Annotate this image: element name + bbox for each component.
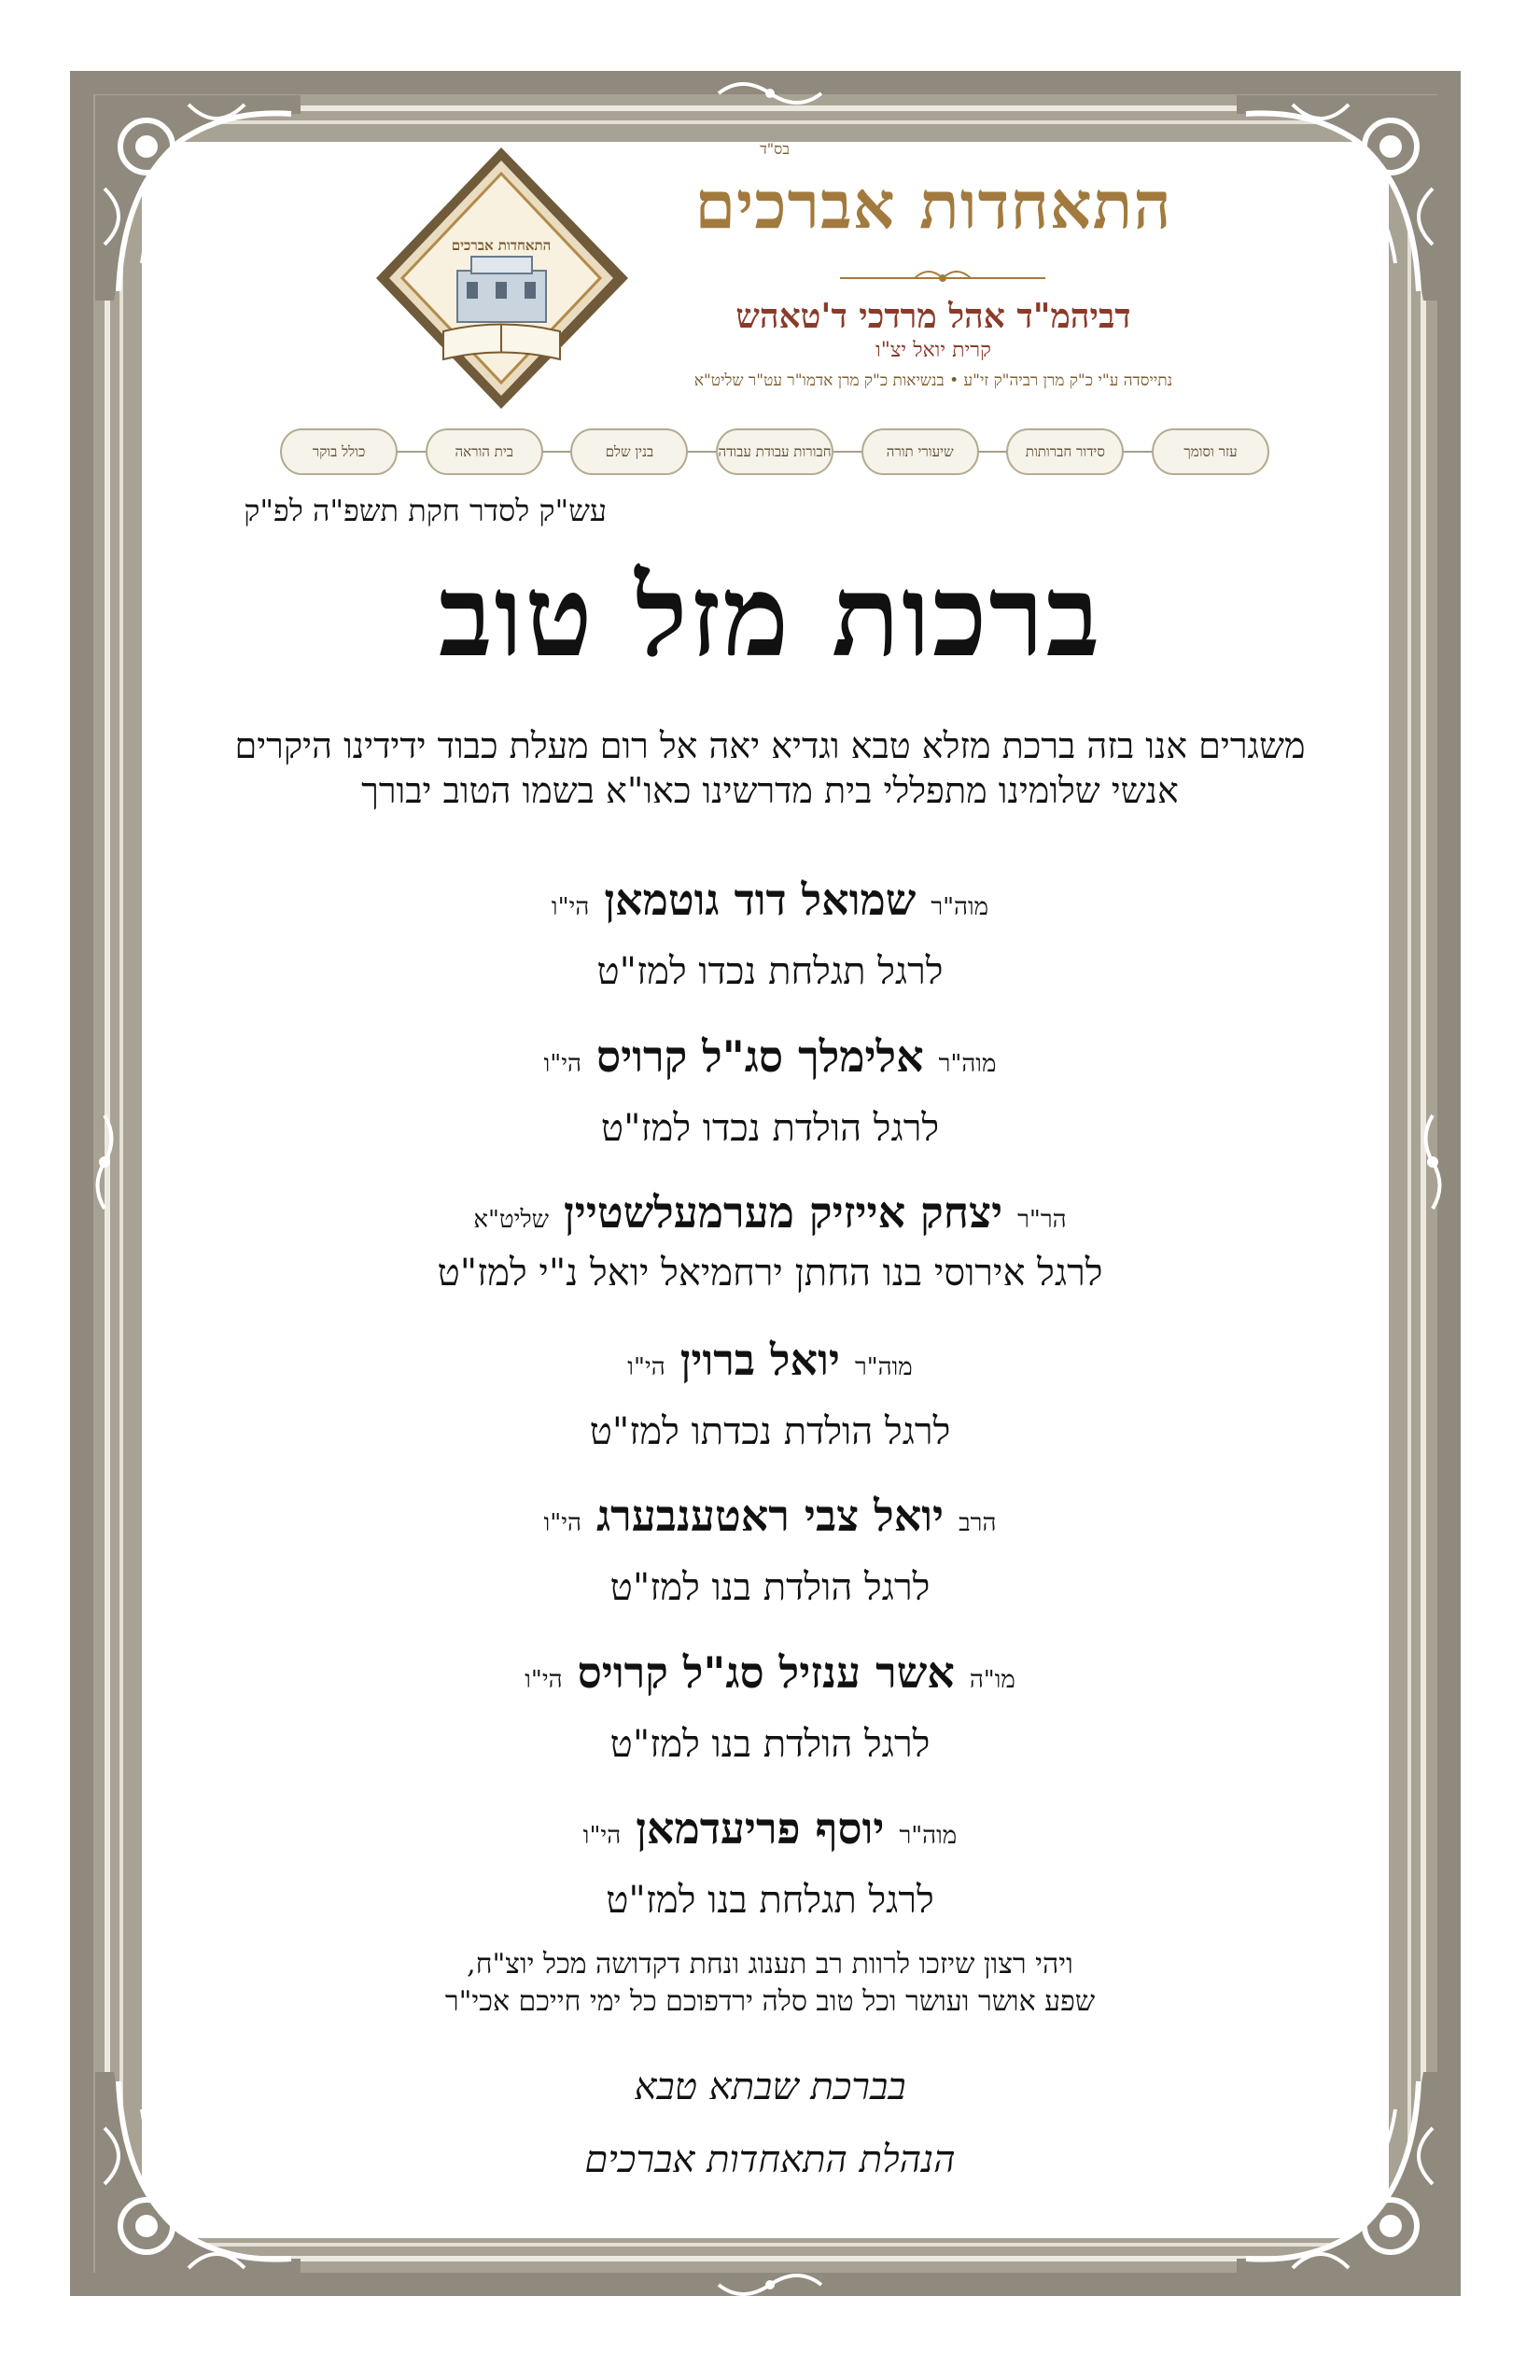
congratulation-entry	[159, 1645, 1381, 1771]
honorific-prefix: הר"ר	[1017, 1206, 1067, 1234]
recipient-name: שמואל דוד גוטמאן	[604, 875, 917, 925]
recipient-name: אשר ענזיל סג"ל קרויס	[577, 1647, 955, 1698]
corner-ornament-top-right	[1218, 77, 1461, 319]
closing-blessing	[159, 1946, 1381, 2021]
shabbos-greeting: בברכת שבתא טבא	[634, 2065, 906, 2108]
honorific-prefix: מו"ה	[969, 1666, 1015, 1694]
intro-line-2: אנשי שלומינו מתפללי בית מדרשינו כאו"א בשמו הטוב יבורך	[361, 770, 1179, 811]
occasion-text: לרגל הולדת נכדתו למז"ט	[589, 1410, 951, 1453]
side-ornament-left	[86, 1111, 123, 1213]
recipient-name: אלימלך סג"ל קרויס	[596, 1031, 924, 1082]
nav-item-chavrusos: סידור חברותות	[1006, 428, 1124, 475]
recipient-name: יואל ברוין	[679, 1335, 840, 1385]
honorific-prefix: הרב	[959, 1509, 997, 1537]
program-navigation	[280, 426, 1269, 478]
nav-item-binyan-shalem: בנין שלם	[570, 428, 688, 475]
organization-founding-line: נתייסדה ע"י כ"ק מרן רביה"ק זי"ע • בנשיאות כ"ק מרן אדמו"ר עט"ר שליט"א	[693, 371, 1173, 390]
organization-location: קרית יואל יצ"ו	[875, 339, 991, 362]
congratulation-entry	[159, 1333, 1381, 1458]
occasion-text: לרגל תגלחת נכדו למז"ט	[596, 950, 944, 993]
bottom-ornament	[709, 2266, 831, 2303]
congratulation-entry	[159, 873, 1381, 998]
recipient-name: יואל צבי ראטענבערג	[595, 1491, 945, 1541]
organization-subtitle: דביהמ"ד אהל מרדכי ד'טאהש	[735, 297, 1131, 336]
nav-item-shiurei-torah: שיעורי תורה	[861, 428, 979, 475]
organization-name: התאחדות אברכים	[694, 166, 1172, 244]
honorific-suffix: הי"ו	[543, 1509, 581, 1537]
occasion-text: לרגל אירוסי בנו החתן ירחמיאל יואל נ"י למז"ט	[437, 1252, 1103, 1295]
honorific-suffix: שליט"א	[473, 1206, 550, 1234]
closing-line-2: שפע אושר ועושר וכל טוב סלה ירדפוכם כל ימי חייכם אכי"ר	[444, 1985, 1096, 2018]
congratulation-entry	[159, 1801, 1381, 1926]
honorific-prefix: מוה"ר	[938, 1050, 997, 1078]
occasion-text: לרגל הולדת נכדו למז"ט	[600, 1107, 940, 1150]
recipient-name: יוסף פריעדמאן	[636, 1803, 885, 1854]
nav-item-ezer-vesomech: עזר וסומך	[1152, 428, 1269, 475]
sender-signature: הנהלת התאחדות אברכים	[584, 2138, 956, 2181]
occasion-text: לרגל תגלחת בנו למז"ט	[606, 1879, 934, 1922]
intro-text	[159, 723, 1381, 813]
corner-ornament-top-left	[77, 77, 319, 319]
honorific-suffix: הי"ו	[582, 1822, 622, 1850]
emblem-title: התאחדות אברכים	[451, 237, 552, 254]
congratulation-entry	[159, 1185, 1381, 1299]
honorific-suffix: הי"ו	[525, 1666, 563, 1694]
nav-item-morning-kollel: כולל בוקר	[280, 428, 398, 475]
recipient-name: יצחק אייזיק מערמעלשטיין	[564, 1187, 1003, 1238]
occasion-text: לרגל הולדת בנו למז"ט	[609, 1723, 931, 1766]
intro-line-1: משגרים אנו בזה ברכת מזלא טבא וגדיא יאה אל רום מעלת כבוד ידידינו היקרים	[234, 725, 1306, 766]
honorific-prefix: מוה"ר	[931, 893, 989, 921]
nav-item-beis-horaah: בית הוראה	[426, 428, 543, 475]
honorific-prefix: מוה"ר	[899, 1822, 958, 1850]
occasion-text: לרגל הולדת בנו למז"ט	[609, 1566, 931, 1609]
honorific-suffix: הי"ו	[627, 1353, 665, 1381]
date-line: עש"ק לסדר חקת תשפ"ה לפ"ק	[244, 493, 607, 528]
closing-line-1: ויהי רצון שיזכו לרוות רב תענוג ונחת דקדושה מכל יוצ"ח,	[467, 1948, 1073, 1981]
top-ornament	[709, 75, 831, 112]
organization-emblem	[369, 140, 635, 415]
bsd-mark: בס"ד	[760, 140, 790, 158]
congratulation-entry	[159, 1489, 1381, 1614]
congratulation-entry	[159, 1029, 1381, 1155]
nav-item-chaburos: חבורות עבודת עבודה	[716, 428, 833, 475]
page-title: ברכות מזל טוב	[438, 551, 1102, 682]
honorific-suffix: הי"ו	[543, 1050, 582, 1078]
honorific-suffix: הי"ו	[551, 893, 590, 921]
ornamental-divider	[840, 265, 1045, 291]
honorific-prefix: מוה"ר	[854, 1353, 913, 1381]
side-ornament-right	[1414, 1111, 1451, 1213]
